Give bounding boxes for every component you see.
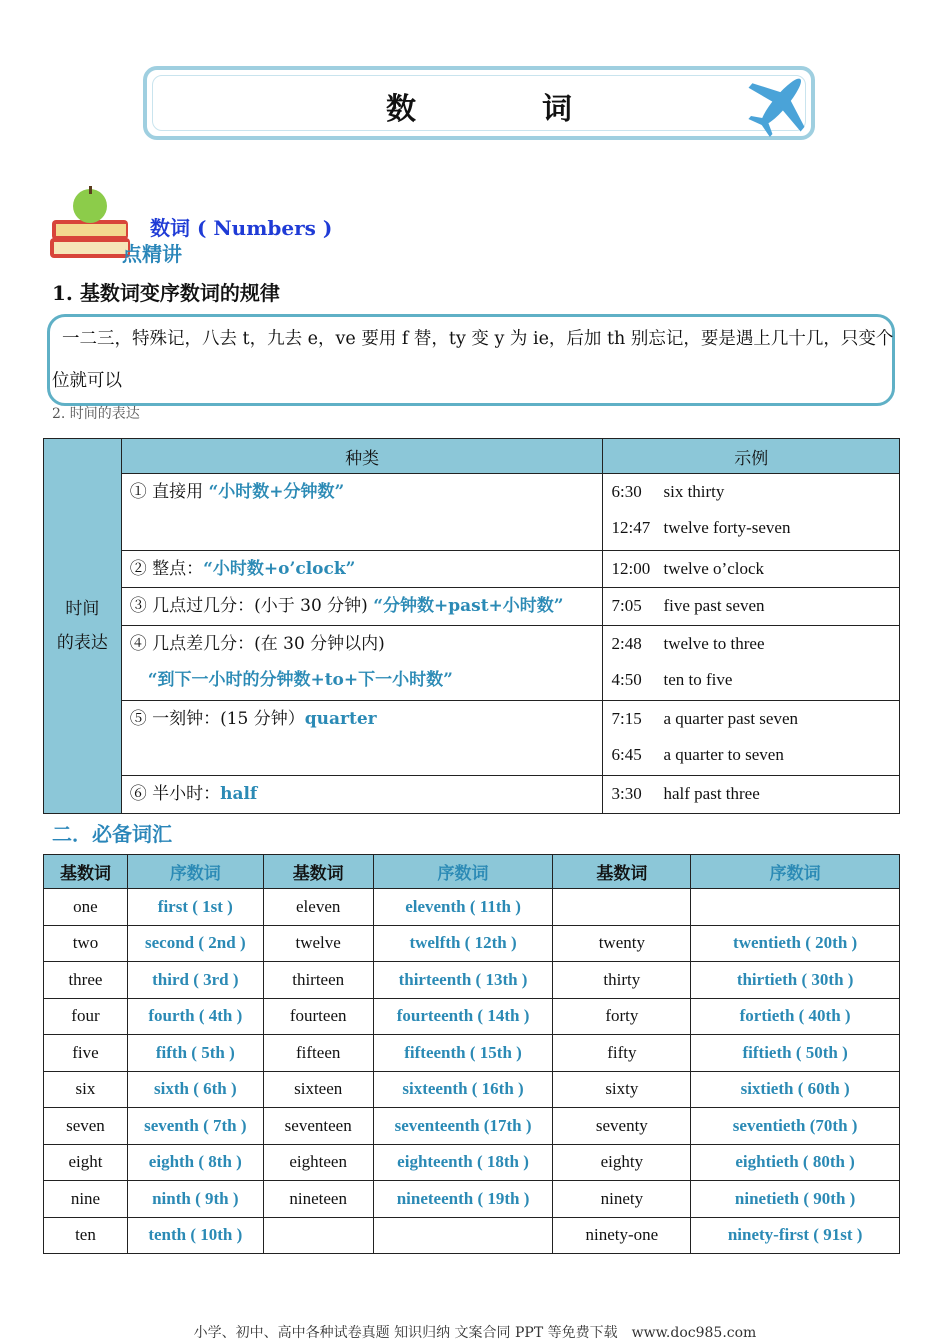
header-example: 示例 <box>603 439 900 474</box>
section-title: 数词 ( Numbers ) <box>150 216 333 240</box>
row-highlight: quarter <box>304 709 377 729</box>
table-row <box>44 889 900 926</box>
table-row <box>44 1035 900 1072</box>
table-row <box>121 551 603 588</box>
heading-time-expression: 2. 时间的表达 <box>52 406 140 422</box>
table-row <box>44 1217 900 1254</box>
cardinal-cell: ninety-one <box>553 1217 691 1254</box>
header-cardinal: 基数词 <box>44 855 128 889</box>
example-cell <box>603 776 900 814</box>
vocab-header-row <box>44 855 900 889</box>
airplane-icon <box>745 66 817 138</box>
time-words: a quarter past seven <box>663 709 799 728</box>
heading-vocabulary: 二．必备词汇 <box>52 822 172 846</box>
ordinal-cell: sixteenth ( 16th ) <box>373 1071 553 1108</box>
table-row <box>121 474 603 551</box>
rule-text: 一二三，特殊记，八去 t，九去 e，ve 要用 f 替，ty 变 y 为 ie，后加 th 别忘记，要是遇上几十几，只变个位就可以 <box>52 329 894 391</box>
cardinal-cell: ten <box>44 1217 128 1254</box>
table-side-label <box>44 439 122 814</box>
ordinal-cell: eleventh ( 11th ) <box>373 889 553 926</box>
cardinal-cell: six <box>44 1071 128 1108</box>
row-label: ⑥ 半小时： <box>129 784 221 804</box>
cardinal-cell: eighty <box>553 1144 691 1181</box>
vocabulary-table <box>43 854 900 1254</box>
time-value: 4:50 <box>611 670 642 689</box>
time-words: twelve forty-seven <box>663 518 791 537</box>
row-label: ④ 几点差几分：(在 30 分钟以内) <box>129 634 385 654</box>
header-cardinal: 基数词 <box>263 855 373 889</box>
ordinal-cell: third ( 3rd ) <box>127 962 263 999</box>
ordinal-cell: sixtieth ( 60th ) <box>691 1071 900 1108</box>
ordinal-cell: fifth ( 5th ) <box>127 1035 263 1072</box>
time-value: 6:30 <box>611 482 642 501</box>
ordinal-cell: first ( 1st ) <box>127 889 263 926</box>
example-cell <box>603 474 900 551</box>
row-highlight: “小时数+分钟数” <box>208 482 345 502</box>
ordinal-cell: ninth ( 9th ) <box>127 1181 263 1218</box>
time-words: five past seven <box>663 596 765 615</box>
cardinal-cell: fifty <box>553 1035 691 1072</box>
ordinal-cell: fifteenth ( 15th ) <box>373 1035 553 1072</box>
time-words: six thirty <box>663 482 725 501</box>
table-row <box>121 588 603 626</box>
ordinal-cell: tenth ( 10th ) <box>127 1217 263 1254</box>
time-value: 2:48 <box>611 634 642 653</box>
cardinal-cell: fourteen <box>263 998 373 1035</box>
table-row <box>44 925 900 962</box>
ordinal-cell <box>691 889 900 926</box>
page-title: 数 词 <box>386 92 620 127</box>
cardinal-cell: eighteen <box>263 1144 373 1181</box>
header-ordinal: 序数词 <box>127 855 263 889</box>
table-row <box>121 626 603 701</box>
example-cell <box>603 588 900 626</box>
cardinal-cell <box>553 889 691 926</box>
ordinal-cell: sixth ( 6th ) <box>127 1071 263 1108</box>
time-value: 6:45 <box>611 745 642 764</box>
example-cell <box>603 626 900 701</box>
cardinal-cell: two <box>44 925 128 962</box>
cardinal-cell: seventy <box>553 1108 691 1145</box>
section-subtitle: 点精讲 <box>122 242 182 266</box>
time-value: 3:30 <box>611 784 642 803</box>
table-row <box>121 776 603 814</box>
ordinal-cell: eighth ( 8th ) <box>127 1144 263 1181</box>
ordinal-cell: eighteenth ( 18th ) <box>373 1144 553 1181</box>
cardinal-cell: twelve <box>263 925 373 962</box>
time-words: ten to five <box>663 670 733 689</box>
cardinal-cell: eleven <box>263 889 373 926</box>
example-cell <box>603 551 900 588</box>
cardinal-cell: three <box>44 962 128 999</box>
time-words: twelve to three <box>663 634 765 653</box>
ordinal-cell: fiftieth ( 50th ) <box>691 1035 900 1072</box>
cardinal-cell: nine <box>44 1181 128 1218</box>
row-label: ② 整点： <box>129 559 204 579</box>
row-highlight: half <box>220 784 258 804</box>
cardinal-cell: thirteen <box>263 962 373 999</box>
table-row <box>44 962 900 999</box>
cardinal-cell: thirty <box>553 962 691 999</box>
ordinal-cell: fortieth ( 40th ) <box>691 998 900 1035</box>
cardinal-cell: eight <box>44 1144 128 1181</box>
cardinal-cell: nineteen <box>263 1181 373 1218</box>
ordinal-cell: fourth ( 4th ) <box>127 998 263 1035</box>
cardinal-cell: sixty <box>553 1071 691 1108</box>
header-type: 种类 <box>121 439 603 474</box>
ordinal-cell: eightieth ( 80th ) <box>691 1144 900 1181</box>
cardinal-cell: four <box>44 998 128 1035</box>
row-label: ③ 几点过几分：(小于 30 分钟) <box>129 596 374 616</box>
cardinal-cell: forty <box>553 998 691 1035</box>
side-label-line-2: 的表达 <box>56 633 108 653</box>
cardinal-cell: five <box>44 1035 128 1072</box>
ordinal-cell: ninetieth ( 90th ) <box>691 1181 900 1218</box>
vocab-body <box>44 889 900 1254</box>
time-words: half past three <box>663 784 760 803</box>
time-words: twelve o’clock <box>663 559 765 578</box>
ordinal-cell: seventieth (70th ) <box>691 1108 900 1145</box>
header-cardinal: 基数词 <box>553 855 691 889</box>
cardinal-cell: twenty <box>553 925 691 962</box>
table-row <box>44 998 900 1035</box>
row-highlight: “到下一小时的分钟数+to+下一小时数” <box>147 670 453 690</box>
cardinal-cell: seven <box>44 1108 128 1145</box>
title-banner <box>143 66 815 140</box>
table-row <box>44 1071 900 1108</box>
header-ordinal: 序数词 <box>691 855 900 889</box>
ordinal-cell: nineteenth ( 19th ) <box>373 1181 553 1218</box>
row-highlight: “小时数+o’clock” <box>203 559 356 579</box>
time-expression-table <box>43 438 900 814</box>
table-row <box>44 1144 900 1181</box>
row-label: ① 直接用 <box>129 482 209 502</box>
ordinal-cell: seventh ( 7th ) <box>127 1108 263 1145</box>
cardinal-cell: one <box>44 889 128 926</box>
ordinal-cell: second ( 2nd ) <box>127 925 263 962</box>
cardinal-cell <box>263 1217 373 1254</box>
table-row <box>44 1181 900 1218</box>
time-value: 7:15 <box>611 709 642 728</box>
header-ordinal: 序数词 <box>373 855 553 889</box>
footer: 小学、初中、高中各种试卷真题 知识归纳 文案合同 PPT 等免费下载 www.doc985.com <box>193 1325 757 1341</box>
row-highlight: “分钟数+past+小时数” <box>373 596 564 616</box>
example-cell <box>603 701 900 776</box>
side-label-line-1: 时间 <box>65 599 100 619</box>
ordinal-cell: ninety-first ( 91st ) <box>691 1217 900 1254</box>
time-value: 12:00 <box>611 559 651 578</box>
table-row <box>121 701 603 776</box>
table-row <box>44 1108 900 1145</box>
row-label: ⑤ 一刻钟：(15 分钟） <box>129 709 305 729</box>
time-value: 12:47 <box>611 518 651 537</box>
heading-ordinal-rules: 1. 基数词变序数词的规律 <box>52 281 280 305</box>
cardinal-cell: seventeen <box>263 1108 373 1145</box>
ordinal-cell: thirteenth ( 13th ) <box>373 962 553 999</box>
ordinal-cell <box>373 1217 553 1254</box>
ordinal-cell: fourteenth ( 14th ) <box>373 998 553 1035</box>
ordinal-cell: thirtieth ( 30th ) <box>691 962 900 999</box>
cardinal-cell: ninety <box>553 1181 691 1218</box>
time-words: a quarter to seven <box>663 745 784 764</box>
cardinal-cell: fifteen <box>263 1035 373 1072</box>
ordinal-cell: seventeenth (17th ) <box>373 1108 553 1145</box>
ordinal-cell: twentieth ( 20th ) <box>691 925 900 962</box>
ordinal-cell: twelfth ( 12th ) <box>373 925 553 962</box>
time-value: 7:05 <box>611 596 642 615</box>
cardinal-cell: sixteen <box>263 1071 373 1108</box>
